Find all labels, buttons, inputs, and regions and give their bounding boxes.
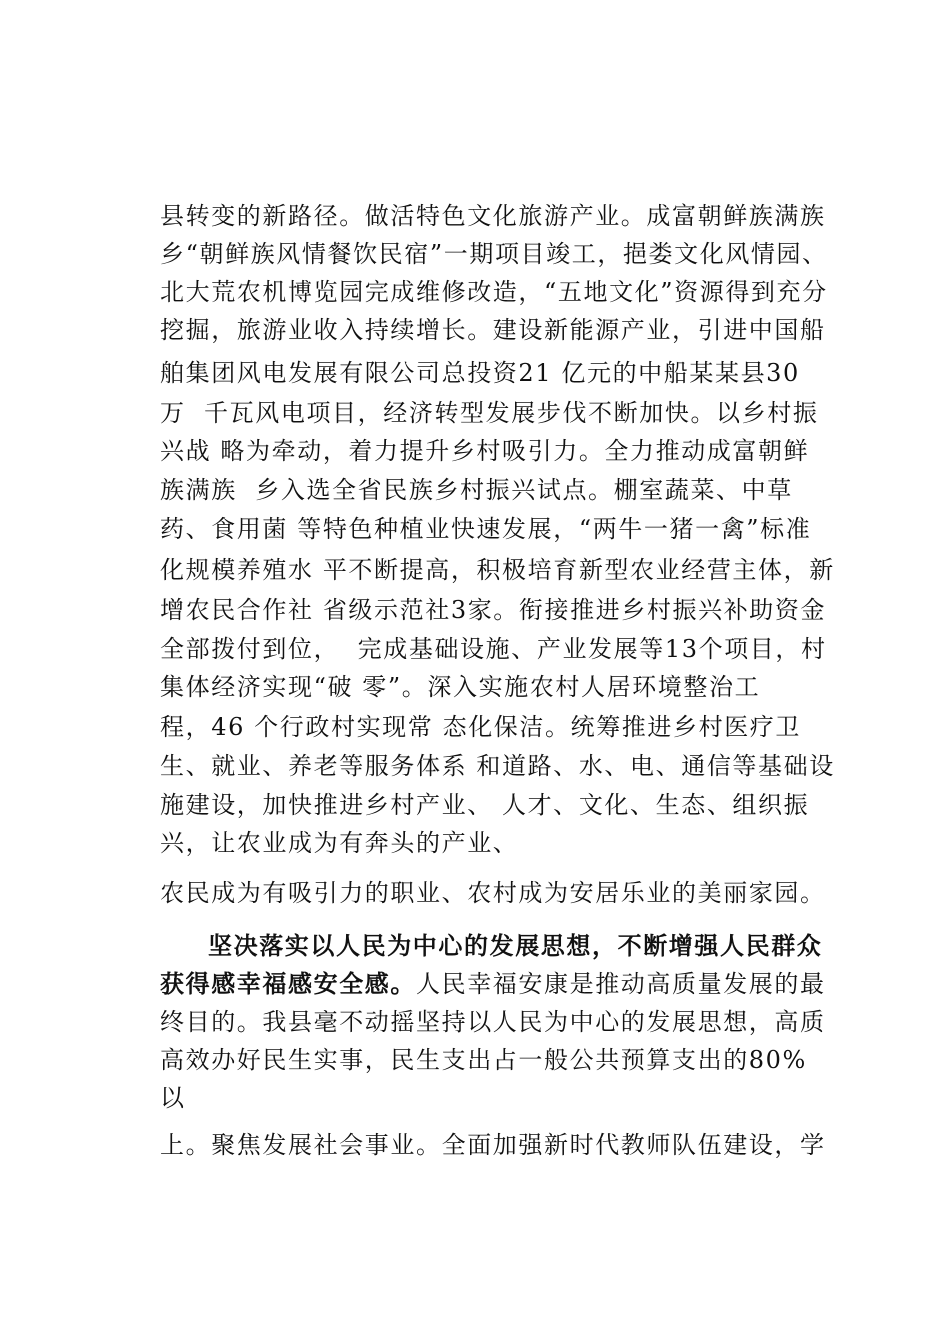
text-line: 程，46 个行政村实现常 态化保洁。统筹推进乡村医疗卫: [160, 713, 801, 741]
text-line: 化规模养殖水 平不断提高，积极培育新型农业经营主体，新: [160, 556, 835, 584]
text-line: 挖掘，旅游业收入持续增长。建设新能源产业，引进中国船: [160, 316, 826, 344]
text-line: 高效办好民生实事，民生支出占一般公共预算支出的80%: [160, 1046, 807, 1074]
text-line: 乡“朝鲜族风情餐饮民宿”一期项目竣工，挹娄文化风情园、: [160, 240, 828, 268]
text-line: 农民成为有吸引力的职业、农村成为安居乐业的美丽家园。: [160, 879, 826, 907]
text-span: 人民幸福安康是推动高质量发展的最: [416, 970, 826, 998]
text-line: 北大荒农机博览园完成维修改造，“五地文化”资源得到充分: [160, 278, 828, 306]
text-line: 舶集团风电发展有限公司总投资21 亿元的中船某某县30: [160, 359, 800, 387]
text-line: 终目的。我县毫不动摇坚持以人民为中心的发展思想，高质: [160, 1008, 826, 1036]
text-line: 集体经济实现“破 零”。深入实施农村人居环境整治工: [160, 673, 761, 701]
section-heading: 坚决落实以人民为中心的发展思想，不断增强人民群众: [208, 931, 823, 960]
text-line: 万 千瓦风电项目，经济转型发展步伐不断加快。以乡村振: [160, 399, 819, 427]
text-line: 族满族 乡入选全省民族乡村振兴试点。棚室蔬菜、中草: [160, 476, 793, 504]
text-line: 上。聚焦发展社会事业。全面加强新时代教师队伍建设，学: [160, 1131, 826, 1159]
text-line: 全部拨付到位， 完成基础设施、产业发展等13个项目，村: [160, 635, 827, 663]
text-line: 兴，让农业成为有奔头的产业、: [160, 829, 519, 857]
text-line: 以: [160, 1084, 186, 1112]
text-line: 县转变的新路径。做活特色文化旅游产业。成富朝鲜族满族: [160, 202, 826, 230]
text-line: 药、食用菌 等特色种植业快速发展，“两牛一猪一禽”标准: [160, 515, 812, 543]
text-line: 兴战 略为牵动，着力提升乡村吸引力。全力推动成富朝鲜: [160, 437, 810, 465]
text-line: 生、就业、养老等服务体系 和道路、水、电、通信等基础设: [160, 752, 835, 780]
section-heading-continued: 获得感幸福感安全感。: [160, 969, 416, 998]
text-line: 增农民合作社 省级示范社3家。衔接推进乡村振兴补助资金: [160, 596, 827, 624]
text-line: [160, 969, 826, 999]
text-line: 施建设，加快推进乡村产业、 人才、文化、生态、组织振: [160, 791, 810, 819]
